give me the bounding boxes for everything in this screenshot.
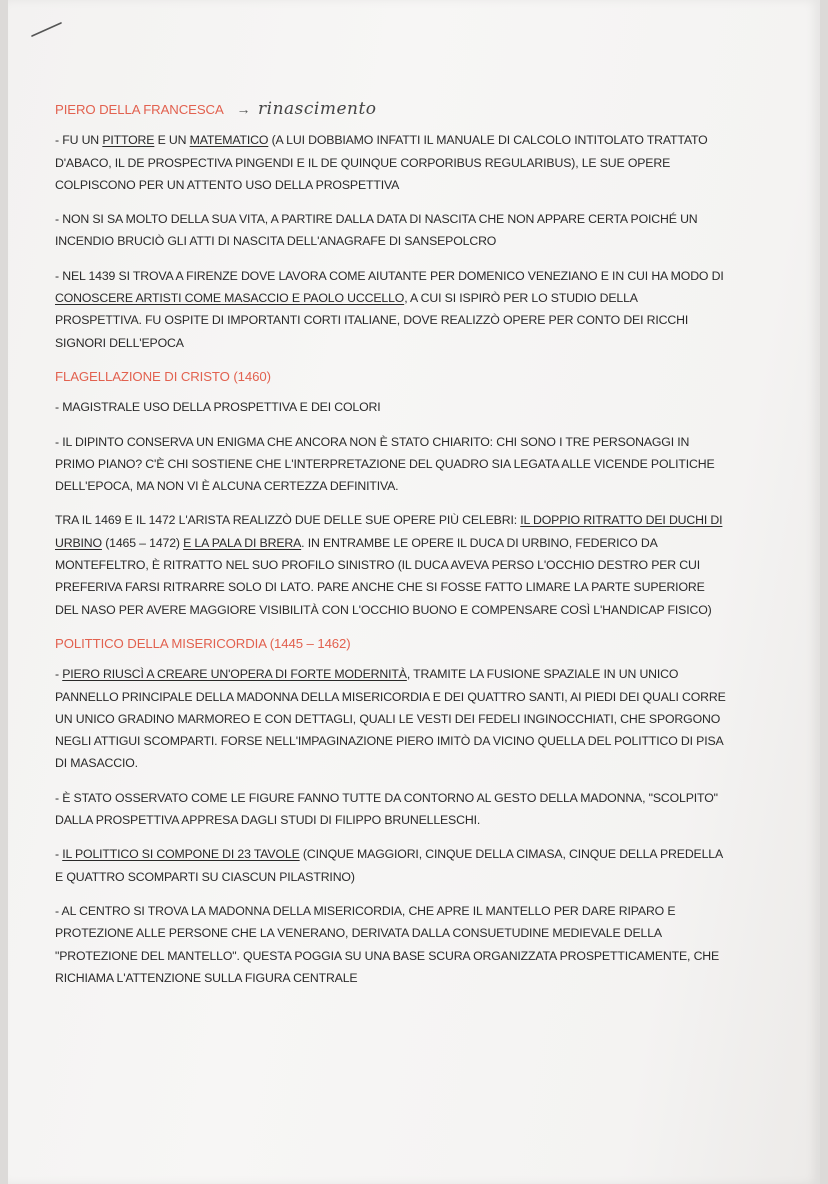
paragraph: - AL CENTRO SI TROVA LA MADONNA DELLA MISERICORDIA, CHE APRE IL MANTELLO PER DARE RIPARO E PROTEZIONE ALLE PERSONE CHE LA VENERANO, DERIVATA DALLA CONSUETUDINE MEDIEVALE DELLA "PROTEZIONE DEL MANTELLO". QUESTA POGGIA SU UNA BASE SCURA ORGANIZZATA PROSPETTICAMENTE, CHE RICHIAMA L'ATTENZIONE SULLA FIGURA CENTRALE [55,903,720,985]
text-run: TRA IL 1469 E IL 1472 L'ARISTA REALIZZÒ DUE DELLE SUE OPERE PIÙ CELEBRI: [55,513,521,528]
heading-title: PIERO DELLA FRANCESCA [55,102,223,117]
paragraph: - È STATO OSSERVATO COME LE FIGURE FANNO TUTTE DA CONTORNO AL GESTO DELLA MADONNA, "SCOLPITO" DALLA PROSPETTIVA APPRESA DAGLI STUDI DI FILIPPO BRUNELLESCHI. [55,790,718,828]
text-run: (1465 – 1472) [101,535,184,550]
paragraph [55,129,727,196]
text-run: , A CUI SI ISPIRÒ PER LO STUDIO DELLA PROSPETTIVA. FU OSPITE DI IMPORTANTI CORTI ITALIANE, DOVE REALIZZÒ OPERE PER CONTO DEI RICCHI SIGNORI DELL'EPOCA [55,291,689,350]
underlined-text: MATEMATICO [189,133,269,148]
paragraph [55,265,727,354]
heading-polittico [55,633,727,655]
paragraph [55,843,727,888]
paragraph [55,663,727,774]
text-run: - NEL 1439 SI TROVA A FIRENZE DOVE LAVORA COME AIUTANTE PER DOMENICO VENEZIANO E IN CUI HA MODO DI [55,268,724,283]
text-run: (CINQUE MAGGIORI, CINQUE DELLA CIMASA, CINQUE DELLA PREDELLA E QUATTRO SCOMPARTI SU CIASCUN PILASTRINO) [55,847,723,884]
text-run: , TRAMITE LA FUSIONE SPAZIALE IN UN UNICO PANNELLO PRINCIPALE DELLA MADONNA DELLA MISERICORDIA E DEI QUATTRO SANTI, AI PIEDI DEI QUALI CORRE UN UNICO GRADINO MARMOREO E CON DETTAGLI, QUALI LE VESTI DEI FEDELI INGINOCCHIATI, CHE SPORGONO NEGLI ATTIGUI SCOMPARTI. FORSE NELL'IMPAGINAZIONE PIERO IMITÒ DA VICINO QUELLA DEL POLITTICO DI PISA DI MASACCIO. [55,667,726,771]
underlined-text: PIERO RIUSCÌ A CREARE UN'OPERA DI FORTE MODERNITÀ [62,667,407,682]
document-body [55,98,727,1001]
paragraph: - MAGISTRALE USO DELLA PROSPETTIVA E DEI COLORI [55,400,381,415]
underlined-text: CONOSCERE ARTISTI COME MASACCIO E PAOLO UCCELLO [55,291,405,306]
underlined-text: IL DOPPIO RITRATTO DEI DUCHI DI URBINO [55,513,723,550]
heading-piero-della-francesca [55,98,727,121]
paper-sheet [8,0,820,1184]
pen-stroke-icon [30,20,64,38]
text-run: (A LUI DOBBIAMO INFATTI IL MANUALE DI CALCOLO INTITOLATO TRATTATO D'ABACO, IL DE PROSPECTIVA PINGENDI E IL DE QUINQUE CORPORIBUS REGULARIBUS), LE SUE OPERE COLPISCONO PER UN ATTENTO USO DELLA PROSPETTIVA [55,133,708,192]
text-run: - [55,847,63,862]
text-run: - FU UN [55,133,103,148]
text-run: E UN [154,133,190,148]
heading-title: POLITTICO DELLA MISERICORDIA (1445 – 1462) [55,635,351,651]
arrow-icon: → [236,101,251,117]
text-run: - [55,667,63,682]
heading-title: FLAGELLAZIONE DI CRISTO (1460) [55,368,271,384]
handwritten-annotation: rinascimento [258,99,377,119]
text-run: . IN ENTRAMBE LE OPERE IL DUCA DI URBINO, FEDERICO DA MONTEFELTRO, È RITRATTO NEL SUO PROFILO SINISTRO (IL DUCA AVEVA PERSO L'OCCHIO DESTRO PER CUI PREFERIVA FARSI RITRARRE SOLO DI LATO. PARE ANCHE CHE SI FOSSE FATTO LIMARE LA PARTE SUPERIORE DEL NASO PER AVERE MAGGIORE VISIBILITÀ CON L'OCCHIO BUONO E COMPENSARE COSÌ L'HANDICAP FISICO) [55,535,712,617]
underlined-text: PITTORE [102,133,155,148]
paragraph [55,509,727,620]
underlined-text: E LA PALA DI BRERA [183,535,302,550]
underlined-text: IL POLITTICO SI COMPONE DI 23 TAVOLE [62,847,300,862]
paragraph: - IL DIPINTO CONSERVA UN ENIGMA CHE ANCORA NON È STATO CHIARITO: CHI SONO I TRE PERSONAGGI IN PRIMO PIANO? C'È CHI SOSTIENE CHE L'INTERPRETAZIONE DEL QUADRO SIA LEGATA ALLE VICENDE POLITICHE DELL'EPOCA, MA NON VI È ALCUNA CERTEZZA DEFINITIVA. [55,434,715,494]
paragraph: - NON SI SA MOLTO DELLA SUA VITA, A PARTIRE DALLA DATA DI NASCITA CHE NON APPARE CERTA POICHÉ UN INCENDIO BRUCIÒ GLI ATTI DI NASCITA DELL'ANAGRAFE DI SANSEPOLCRO [55,212,698,249]
heading-flagellazione [55,366,727,388]
